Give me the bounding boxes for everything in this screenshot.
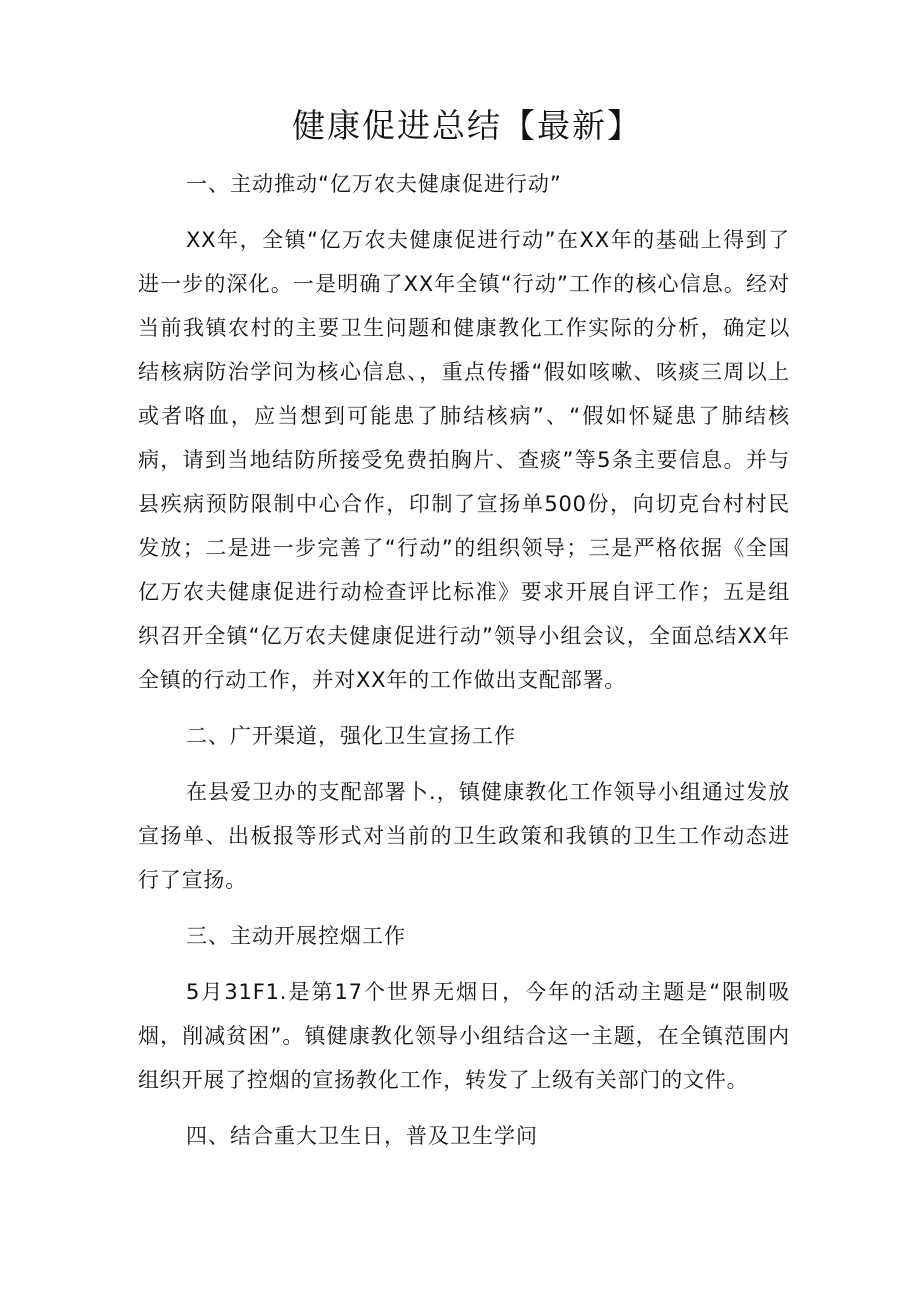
section-paragraph: XX年，全镇“亿万农夫健康促进行动”在XX年的基础上得到了进一步的深化。一是明确了XX年全镇“行动”工作的核心信息。经对当前我镇农村的主要卫生问题和健康教化工作实际的分析，确定以结核病防治学问为核心信息、，重点传播“假如咳嗽、咳痰三周以上或者咯血，应当想到可能患了肺结核病”、“假如怀疑患了肺结核病，请到当地结防所接受免费拍胸片、查痰”等5条主要信息。并与县疾病预防限制中心合作，印制了宣扬单500份，向切克台村村民发放；二是进一步完善了“行动”的组织领导；三是严格依据《全国亿万农夫健康促进行动检查评比标准》要求开展自评工作；五是组织召开全镇“亿万农夫健康促进行动”领导小组会议，全面总结XX年全镇的行动工作，并对XX年的工作做出支配部署。 xyxy=(138,228,790,692)
section-heading: 三、主动开展控烟工作 xyxy=(186,924,406,948)
section-2 xyxy=(138,714,790,902)
section-heading: 一、主动推动“亿万农夫健康促进行动” xyxy=(186,172,562,196)
section-1 xyxy=(138,162,790,702)
section-3 xyxy=(138,914,790,1102)
section-paragraph: 5月31F1.是第17个世界无烟日，今年的活动主题是“限制吸烟，削减贫困”。镇健康教化领导小组结合这一主题，在全镇范围内组织开展了控烟的宣扬教化工作，转发了上级有关部门的文件。 xyxy=(138,980,790,1092)
section-4 xyxy=(138,1114,790,1158)
section-heading: 四、结合重大卫生日，普及卫生学问 xyxy=(186,1124,538,1148)
document-title: 健康促进总结【最新】 xyxy=(292,106,642,145)
section-heading: 二、广开渠道，强化卫生宣扬工作 xyxy=(186,724,516,748)
section-paragraph: 在县爱卫办的支配部署卜.，镇健康教化工作领导小组通过发放宣扬单、出板报等形式对当前的卫生政策和我镇的卫生工作动态进行了宣扬。 xyxy=(138,780,790,892)
